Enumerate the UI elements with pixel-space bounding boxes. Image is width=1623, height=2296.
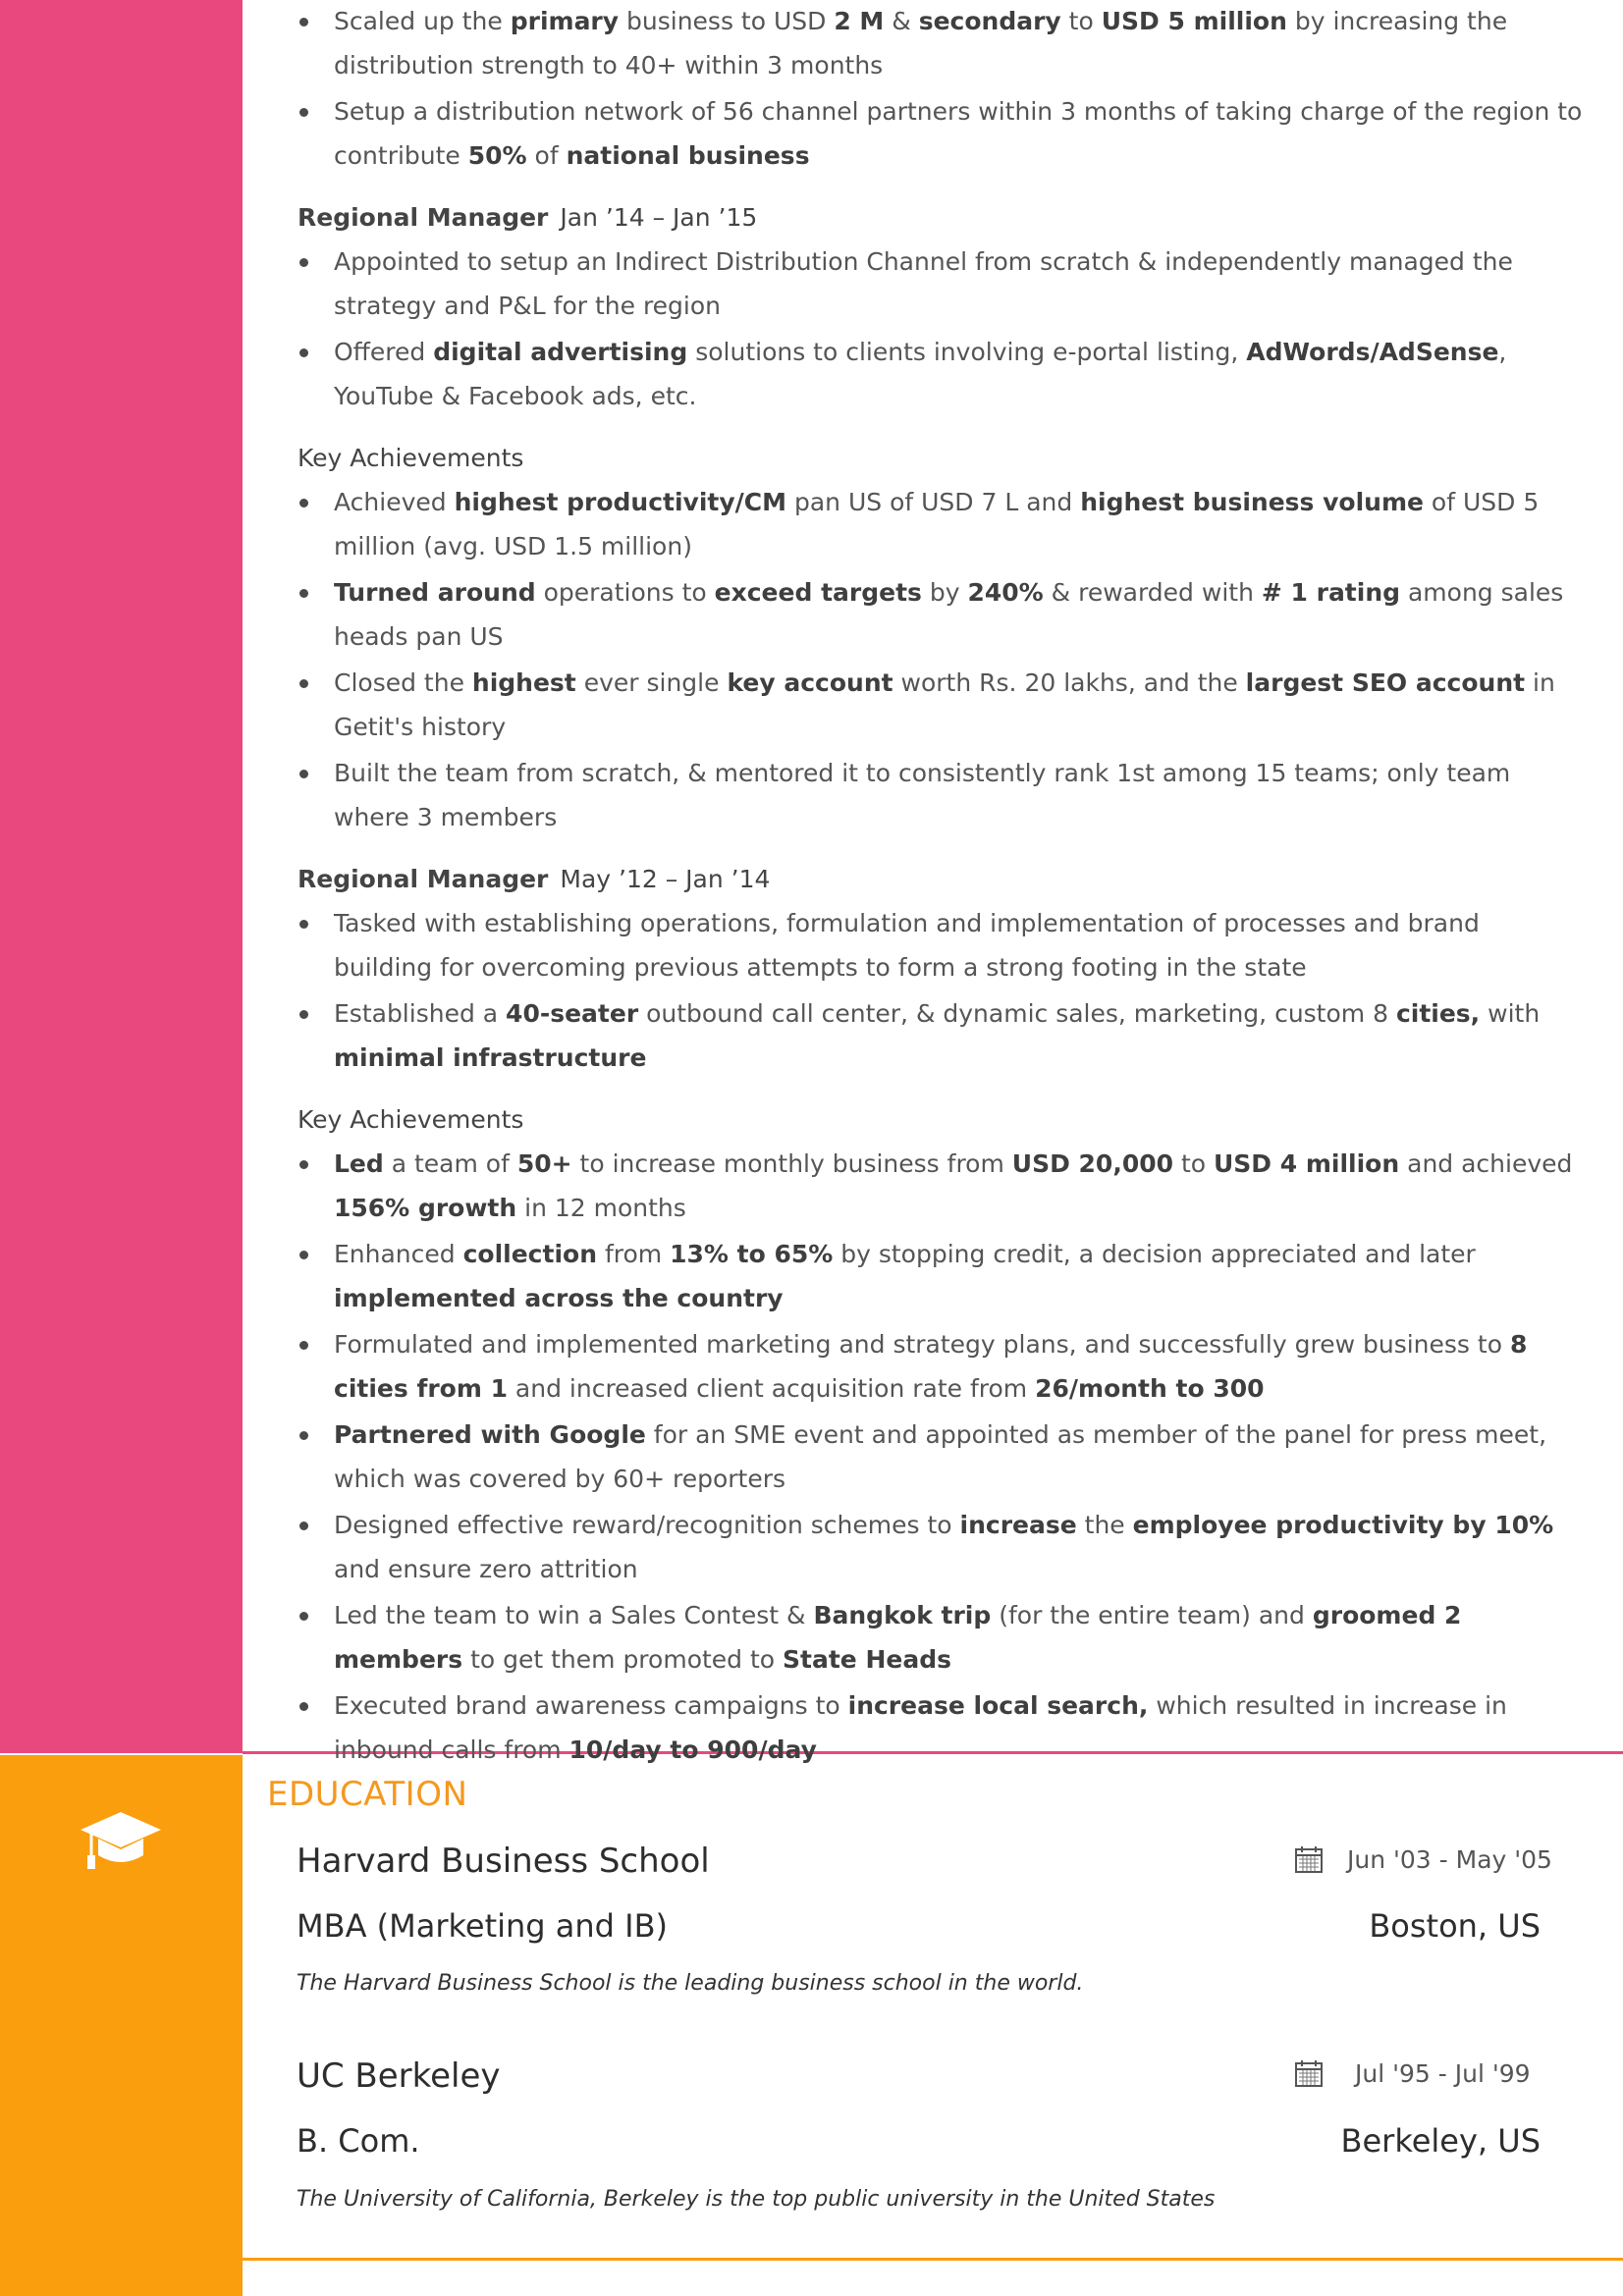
role-bullet-list bbox=[298, 240, 1584, 418]
bold-text: State Heads bbox=[783, 1645, 951, 1674]
sidebar-pink-band bbox=[0, 0, 243, 1753]
text: (for the entire team) and bbox=[991, 1601, 1313, 1629]
text: Enhanced bbox=[334, 1240, 463, 1268]
bold-text: primary bbox=[510, 7, 620, 35]
date-end: Jul '99 bbox=[1454, 2059, 1531, 2088]
bold-text: national business bbox=[566, 141, 810, 170]
text: to bbox=[1060, 7, 1102, 35]
date-range bbox=[1347, 1845, 1552, 1874]
list-item bbox=[298, 570, 1584, 659]
bold-text: groomed 2 members bbox=[334, 1601, 1462, 1674]
school-description: The University of California, Berkeley is the top public university in the United States bbox=[297, 2187, 1216, 2212]
role-heading bbox=[298, 863, 1584, 896]
bold-text: 13% to 65% bbox=[670, 1240, 834, 1268]
bold-text: increase bbox=[959, 1511, 1077, 1539]
text: and achieved bbox=[1399, 1149, 1573, 1178]
bold-text: increase local search, bbox=[847, 1691, 1149, 1720]
text: outbound call center, & dynamic sales, marketing, custom 8 bbox=[638, 999, 1396, 1028]
school-description: The Harvard Business School is the leading business school in the world. bbox=[297, 1971, 1084, 1996]
text: Achieved bbox=[334, 488, 455, 516]
bold-text: largest SEO account bbox=[1245, 668, 1526, 697]
bold-text: highest business volume bbox=[1080, 488, 1424, 516]
achievements-list bbox=[298, 480, 1584, 839]
achievements-title: Key Achievements bbox=[298, 1105, 524, 1134]
bold-text: Bangkok trip bbox=[813, 1601, 992, 1629]
list-item bbox=[298, 1683, 1584, 1772]
list-item bbox=[298, 1413, 1584, 1501]
achievements-title: Key Achievements bbox=[298, 444, 524, 472]
calendar-icon bbox=[1294, 1844, 1324, 1874]
date-range bbox=[1355, 2059, 1531, 2088]
achievements-list bbox=[298, 1142, 1584, 1772]
list-item bbox=[298, 1142, 1584, 1230]
bold-text: implemented across the country bbox=[334, 1284, 784, 1312]
achievements-heading bbox=[298, 442, 1584, 475]
list-item bbox=[298, 480, 1584, 568]
text: Scaled up the bbox=[334, 7, 511, 35]
text: Closed the bbox=[334, 668, 472, 697]
list-item bbox=[298, 89, 1584, 178]
bold-text: 40-seater bbox=[506, 999, 639, 1028]
bold-text: cities, bbox=[1395, 999, 1481, 1028]
bold-text: key account bbox=[727, 668, 893, 697]
text: with bbox=[1480, 999, 1541, 1028]
text: Appointed to setup an Indirect Distribution Channel from scratch & independently managed the strategy and P&L for the region bbox=[334, 247, 1513, 320]
text: business to USD bbox=[619, 7, 835, 35]
bold-text: USD 4 million bbox=[1214, 1149, 1400, 1178]
text: Offered bbox=[334, 338, 434, 366]
list-item bbox=[298, 1322, 1584, 1411]
text: from bbox=[597, 1240, 671, 1268]
text: solutions to clients involving e-portal listing, bbox=[687, 338, 1247, 366]
bold-text: USD 5 million bbox=[1101, 7, 1287, 35]
bold-text: 156% growth bbox=[334, 1194, 517, 1222]
text: by bbox=[921, 578, 968, 607]
date-separator: - bbox=[1437, 2059, 1447, 2088]
list-item bbox=[298, 1503, 1584, 1591]
calendar-icon bbox=[1294, 2058, 1324, 2088]
text: of USD 5 million (avg. USD 1.5 million) bbox=[334, 488, 1540, 561]
bold-text: secondary bbox=[918, 7, 1061, 35]
bold-text: employee productivity by 10% bbox=[1132, 1511, 1554, 1539]
bold-text: 50+ bbox=[516, 1149, 572, 1178]
text: to bbox=[1173, 1149, 1214, 1178]
text: Tasked with establishing operations, formulation and implementation of processes and brand building for overcoming previous attempts to form a strong footing in the state bbox=[334, 909, 1480, 982]
bold-text: 8 cities from 1 bbox=[334, 1330, 1528, 1403]
location: Boston, US bbox=[1369, 1907, 1541, 1945]
text: to increase monthly business from bbox=[571, 1149, 1012, 1178]
text: Established a bbox=[334, 999, 507, 1028]
text: Executed brand awareness campaigns to bbox=[334, 1691, 848, 1720]
bold-text: # 1 rating bbox=[1261, 578, 1401, 607]
list-item bbox=[298, 661, 1584, 749]
list-item bbox=[298, 1593, 1584, 1682]
text: Formulated and implemented marketing and strategy plans, and successfully grew business to bbox=[334, 1330, 1510, 1359]
role-dates: May ’12 – Jan ’14 bbox=[560, 865, 771, 893]
list-item bbox=[298, 240, 1584, 328]
text: by increasing the distribution strength to 40+ within 3 months bbox=[334, 7, 1508, 80]
bold-text: highest bbox=[471, 668, 576, 697]
bold-text: 10/day to 900/day bbox=[568, 1735, 817, 1764]
bold-text: Turned around bbox=[334, 578, 536, 607]
school-name: UC Berkeley bbox=[297, 2056, 501, 2096]
text: the bbox=[1076, 1511, 1133, 1539]
bold-text: minimal infrastructure bbox=[334, 1043, 647, 1072]
bold-text: 50% bbox=[467, 141, 527, 170]
text: a team of bbox=[383, 1149, 517, 1178]
date-start: Jun '03 bbox=[1347, 1845, 1432, 1874]
text: & rewarded with bbox=[1043, 578, 1262, 607]
text: among sales heads pan US bbox=[334, 578, 1564, 651]
bold-text: 240% bbox=[967, 578, 1044, 607]
bold-text: USD 20,000 bbox=[1011, 1149, 1173, 1178]
text: & bbox=[884, 7, 919, 35]
role-bullet-list bbox=[298, 901, 1584, 1080]
list-item bbox=[298, 901, 1584, 989]
date-end: May '05 bbox=[1455, 1845, 1552, 1874]
role-dates: Jan ’14 – Jan ’15 bbox=[560, 203, 758, 232]
list-item bbox=[298, 751, 1584, 839]
text: pan US of USD 7 L and bbox=[786, 488, 1081, 516]
role-title: Regional Manager bbox=[298, 865, 549, 893]
bold-text: Led bbox=[334, 1149, 384, 1178]
graduation-cap-icon bbox=[79, 1808, 163, 1873]
bold-text: highest productivity/CM bbox=[454, 488, 787, 516]
text: and increased client acquisition rate from bbox=[507, 1374, 1036, 1403]
list-item bbox=[298, 330, 1584, 418]
list-item bbox=[298, 0, 1584, 87]
location: Berkeley, US bbox=[1340, 2122, 1541, 2160]
school-name: Harvard Business School bbox=[297, 1842, 710, 1881]
role-heading bbox=[298, 201, 1584, 235]
text: , YouTube & Facebook ads, etc. bbox=[334, 338, 1507, 410]
list-item bbox=[298, 1232, 1584, 1320]
text: for an SME event and appointed as member of the panel for press meet, which was covered by 60+ reporters bbox=[334, 1420, 1547, 1493]
text: of bbox=[526, 141, 567, 170]
text: operations to bbox=[535, 578, 715, 607]
text: which resulted in increase in inbound calls from bbox=[334, 1691, 1507, 1764]
text: Designed effective reward/recognition schemes to bbox=[334, 1511, 960, 1539]
text: Led the team to win a Sales Contest & bbox=[334, 1601, 814, 1629]
text: and ensure zero attrition bbox=[334, 1555, 638, 1583]
degree: B. Com. bbox=[297, 2122, 420, 2160]
bold-text: 2 M bbox=[834, 7, 885, 35]
text: by stopping credit, a decision appreciated and later bbox=[833, 1240, 1476, 1268]
intro-bullet-list bbox=[298, 0, 1584, 178]
date-separator: - bbox=[1438, 1845, 1448, 1874]
bold-text: collection bbox=[462, 1240, 597, 1268]
text: in 12 months bbox=[516, 1194, 686, 1222]
list-item bbox=[298, 991, 1584, 1080]
bold-text: exceed targets bbox=[714, 578, 922, 607]
bold-text: Partnered with Google bbox=[334, 1420, 646, 1449]
education-heading: EDUCATION bbox=[267, 1775, 468, 1814]
achievements-heading bbox=[298, 1103, 1584, 1137]
bold-text: 26/month to 300 bbox=[1035, 1374, 1265, 1403]
role-title: Regional Manager bbox=[298, 203, 549, 232]
text: Built the team from scratch, & mentored it to consistently rank 1st among 15 teams; only team where 3 members bbox=[334, 759, 1511, 831]
text: worth Rs. 20 lakhs, and the bbox=[893, 668, 1246, 697]
text: Setup a distribution network of 56 channel partners within 3 months of taking charge of the region to contribute bbox=[334, 97, 1583, 170]
text: to get them promoted to bbox=[462, 1645, 784, 1674]
section-divider-orange bbox=[243, 2258, 1623, 2261]
text: in Getit's history bbox=[334, 668, 1555, 741]
date-start: Jul '95 bbox=[1355, 2059, 1431, 2088]
bold-text: digital advertising bbox=[433, 338, 688, 366]
experience-section bbox=[298, 0, 1584, 1774]
bold-text: AdWords/AdSense bbox=[1246, 338, 1499, 366]
degree: MBA (Marketing and IB) bbox=[297, 1907, 669, 1945]
text: ever single bbox=[575, 668, 728, 697]
